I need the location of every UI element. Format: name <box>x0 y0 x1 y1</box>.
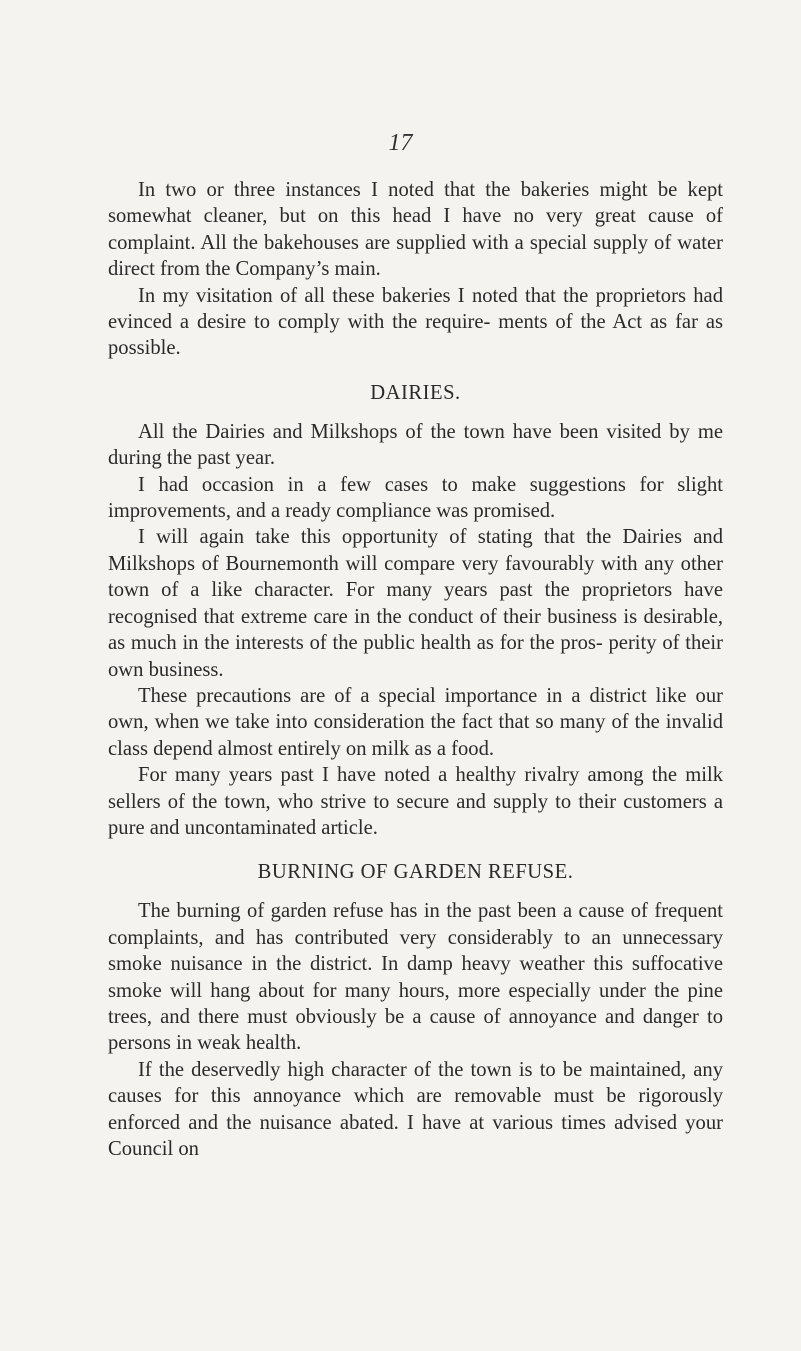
paragraph: If the deservedly high character of the town is to be maintained, any causes for this annoyance which are removable must be rigorously enforced and the nuisance abated. I have at various times advised your Council on <box>108 1058 723 1160</box>
paragraph: I had occasion in a few cases to make suggestions for slight improvements, and a ready compliance was promised. <box>108 473 723 523</box>
paragraph: The burning of garden refuse has in the past been a cause of frequent complaints, and has contributed very considerably to an unnecessary smoke nuisance in the district. In damp heavy weather this suffocative smoke will hang about for many hours, more especially under the pine trees, and there must obviously be a cause of annoyance and danger to persons in weak health. <box>108 900 723 1055</box>
paragraph: In two or three instances I noted that the bakeries might be kept somewhat cleaner, but on this head I have no very great cause of complaint. All the bakehouses are supplied with a special supply of water direct from the Company’s main. <box>108 179 723 281</box>
section-dairies <box>108 380 723 842</box>
paragraph: I will again take this opportunity of stating that the Dairies and Milkshops of Bournemonth will compare very favourably with any other town of a like character. For many years past the proprietors have recognised that extreme care in the conduct of their business is desirable, as much in the interests of the public health as for the pros- perity of their own business. <box>108 526 723 681</box>
section-heading-garden-refuse: BURNING OF GARDEN REFUSE. <box>257 861 574 884</box>
paragraph: For many years past I have noted a healthy rivalry among the milk sellers of the town, who strive to secure and supply to their customers a pure and uncontaminated article. <box>108 764 723 839</box>
section-bakeries <box>108 177 723 362</box>
section-garden-refuse <box>108 859 723 1162</box>
paragraph: These precautions are of a special importance in a district like our own, when we take into consideration the fact that so many of the invalid class depend almost entirely on milk as a food. <box>108 684 723 760</box>
paragraph: All the Dairies and Milkshops of the town have been visited by me during the past year. <box>108 420 723 470</box>
section-heading-dairies: DAIRIES. <box>370 381 461 404</box>
page-number: 17 <box>388 130 413 156</box>
page-body <box>108 177 723 1162</box>
paragraph: In my visitation of all these bakeries I noted that the proprietors had evinced a desire to comply with the require- ments of the Act as far as possible. <box>108 284 723 360</box>
